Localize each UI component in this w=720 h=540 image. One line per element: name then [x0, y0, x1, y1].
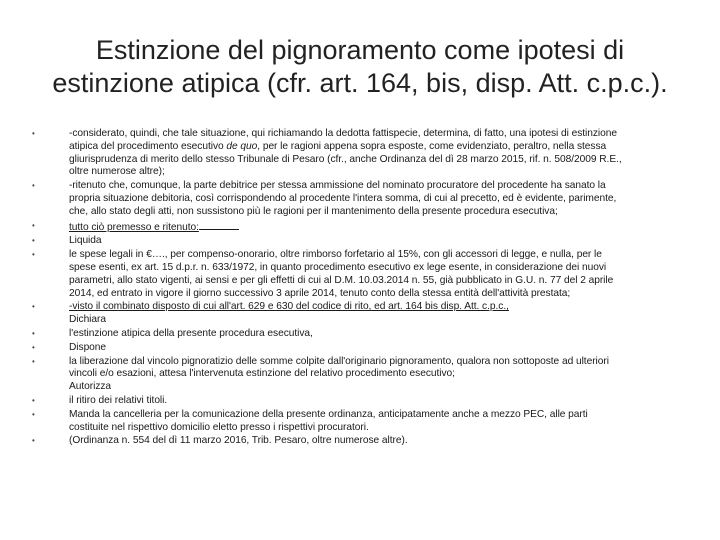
bullet-icon: •	[32, 181, 35, 191]
bullet-icon: •	[32, 220, 35, 230]
text-line: Autorizza	[69, 381, 112, 393]
title-line-2: estinzione atipica (cfr. art. 164, bis, disp. Att. c.p.c.).	[52, 68, 668, 98]
bullet-list	[30, 128, 690, 448]
list-item	[30, 328, 690, 341]
text-line: costituite nel rispettivo domicilio eletto presso i rispettivi procuratori.	[69, 421, 369, 433]
underline-blank	[199, 220, 239, 230]
text-line: Dispone	[69, 341, 107, 353]
text-line: parametri, allo stato vigenti, ai sensi e per gli effetti di cui al D.M. 10.03.2014 n. 55, già pubblicato in G.U. n. 77 del 2 aprile	[69, 274, 614, 286]
list-item	[30, 301, 690, 327]
text-line: -ritenuto che, comunque, la parte debitrice per stessa ammissione del nominato procuratore del procedente ha sanato la	[69, 180, 606, 192]
list-item	[30, 342, 690, 355]
underlined-text: tutto ciò premesso e ritenuto:	[69, 221, 199, 233]
italic-text: de quo	[226, 140, 258, 152]
list-item	[30, 356, 690, 394]
text-line	[69, 220, 690, 235]
bullet-icon: •	[32, 395, 35, 405]
text-line: Manda la cancelleria per la comunicazione della presente ordinanza, anticipatamente anche a mezzo PEC, alle parti	[69, 408, 588, 420]
title-line-1: Estinzione del pignoramento come ipotesi di	[95, 35, 625, 65]
text-line: atipica del procedimento esecutivo de quo, per le ragioni appena sopra esposte, come evidenziato, peraltro, nella stessa	[69, 140, 607, 152]
bullet-icon: •	[32, 236, 35, 246]
text-line: propria situazione debitoria, così corrispondendo al procedente l'intera somma, di cui al precetto, ed è evidente, parimente,	[69, 192, 617, 204]
list-item	[30, 435, 690, 448]
list-item	[30, 235, 690, 248]
list-item	[30, 249, 690, 300]
list-item	[30, 220, 690, 235]
text-line: che, allo stato degli atti, non sussistono più le ragioni per il mantenimento della presente procedura esecutiva;	[69, 205, 558, 217]
text-line: oltre numerose altre);	[69, 166, 165, 178]
text-line: spese esenti, ex art. 15 d.p.r. n. 633/1972, in quanto procedimento esecutivo ex lege esente, in considerazione dei nuovi	[69, 261, 607, 273]
text-line: il ritiro dei relativi titoli.	[69, 394, 168, 406]
text-line: Liquida	[69, 235, 102, 247]
text-line: gliurisprudenza di merito dello stesso Tribunale di Pesaro (cfr., anche Ordinanza del dì 28 marzo 2015, rif. n. 508/2009 R.E.,	[69, 153, 622, 165]
bullet-icon: •	[32, 302, 35, 312]
text-line: -visto il combinato disposto di cui all'art. 629 e 630 del codice di rito, ed art. 164 bis disp. Att. c.p.c.,	[69, 301, 509, 313]
text-line: Dichiara	[69, 314, 106, 326]
bullet-icon: •	[32, 328, 35, 338]
bullet-icon: •	[32, 129, 35, 138]
list-item	[30, 395, 690, 408]
text-line: l'estinzione atipica della presente procedura esecutiva,	[69, 327, 313, 339]
bullet-icon: •	[32, 342, 35, 352]
text-line: le spese legali in €…., per compenso-onorario, oltre rimborso forfetario al 15%, con gli accessori di legge, e nulla, per le	[69, 249, 602, 261]
bullet-icon: •	[32, 409, 35, 419]
text-line: la liberazione dal vincolo pignoratizio delle somme colpite dall'originario pignoramento, qualora non sottoposte ad ulteriori	[69, 355, 609, 367]
text-line: -considerato, quindi, che tale situazione, qui richiamando la dedotta fattispecie, determina, di fatto, una ipotesi di estinzione	[69, 128, 617, 139]
bullet-icon: •	[32, 356, 35, 366]
bullet-icon: •	[32, 436, 35, 446]
slide-title	[40, 34, 680, 100]
list-item	[30, 128, 690, 179]
list-item	[30, 180, 690, 218]
bullet-icon: •	[32, 250, 35, 260]
text-line: vincoli e/o esazioni, attesa l'intervenuta estinzione del relativo procedimento esecutivo;	[69, 368, 455, 380]
text-line: 2014, ed entrato in vigore il giorno successivo 3 aprile 2014, tenuto conto della stessa entità dell'attività prestata;	[69, 287, 571, 299]
list-item	[30, 409, 690, 435]
text-line: (Ordinanza n. 554 del dì 11 marzo 2016, Trib. Pesaro, oltre numerose altre).	[69, 435, 408, 447]
